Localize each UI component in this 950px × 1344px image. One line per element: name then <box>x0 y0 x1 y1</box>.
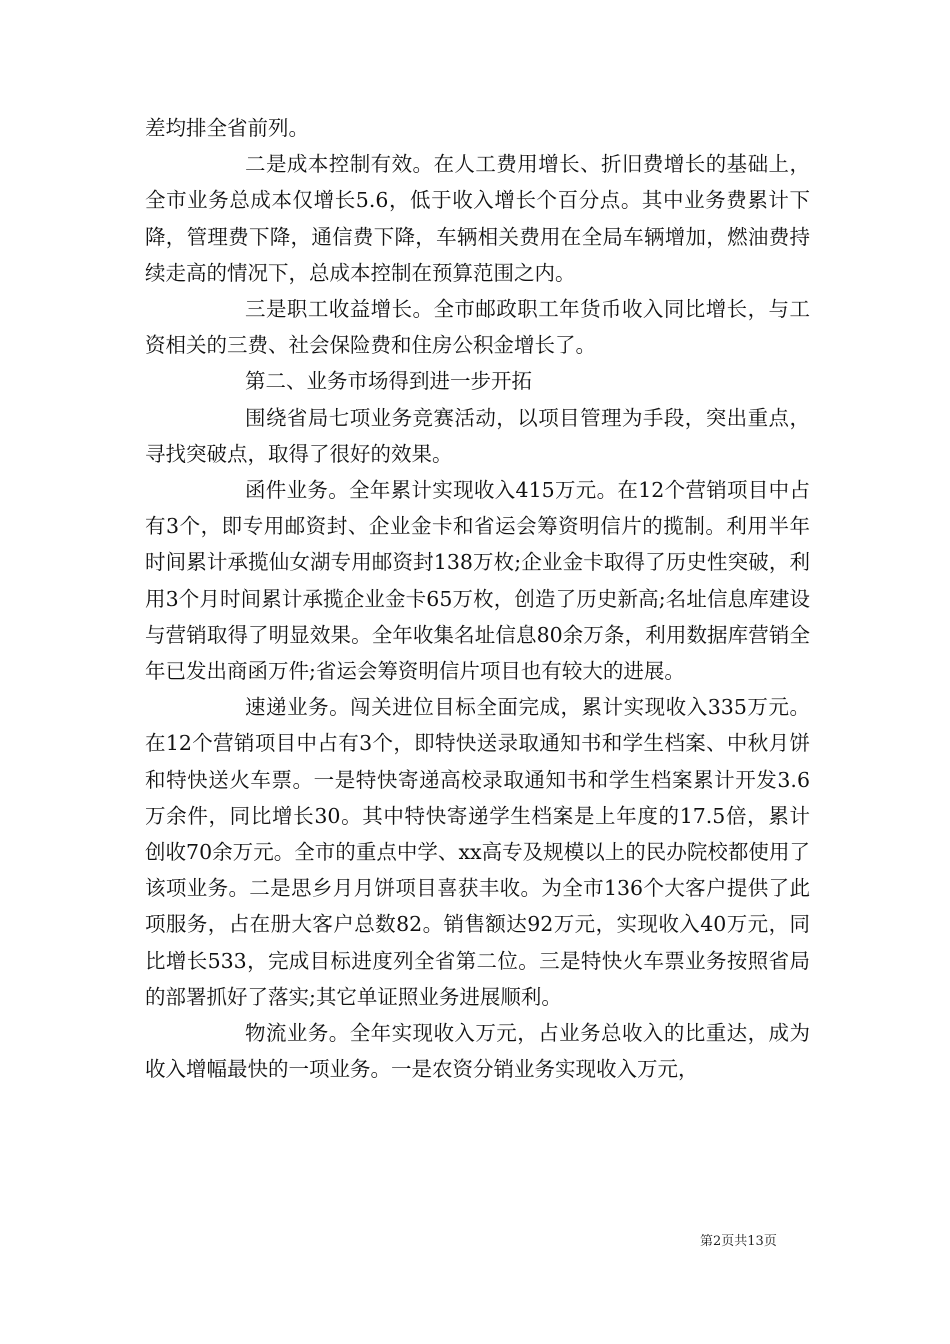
paragraph-letter-business: 函件业务。全年累计实现收入415万元。在12个营销项目中占有3个，即专用邮资封、企业金卡和省运会筹资明信片的揽制。利用半年时间累计承揽仙女湖专用邮资封138万枚;企业金卡取得了历史性突破，利用3个月时间累计承揽企业金卡65万枚，创造了历史新高;名址信息库建设与营销取得了明显效果。全年收集名址信息80余万条，利用数据库营销全年已发出商函万件;省运会筹资明信片项目也有较大的进展。 <box>145 478 810 684</box>
paragraph-competition: 围绕省局七项业务竞赛活动，以项目管理为手段，突出重点，寻找突破点，取得了很好的效果。 <box>145 405 810 466</box>
document-body <box>145 110 810 1087</box>
paragraph-staff-income: 三是职工收益增长。全市邮政职工年货币收入同比增长，与工资相关的三费、社会保险费和住房公积金增长了。 <box>145 297 810 358</box>
page-number-footer: 第2页共13页 <box>700 1234 777 1249</box>
section-heading-market: 第二、业务市场得到进一步开拓 <box>245 369 532 394</box>
paragraph-express-business: 速递业务。闯关进位目标全面完成，累计实现收入335万元。在12个营销项目中占有3个，即特快送录取通知书和学生档案、中秋月饼和特快送火车票。一是特快寄递高校录取通知书和学生档案累计开发3.6万余件，同比增长30。其中特快寄递学生档案是上年度的17.5倍，累计创收70余万元。全市的重点中学、xx高专及规模以上的民办院校都使用了该项业务。二是思乡月月饼项目喜获丰收。为全市136个大客户提供了此项服务，占在册大客户总数82。销售额达92万元，实现收入40万元，同比增长533，完成目标进度列全省第二位。三是特快火车票业务按照省局的部署抓好了落实;其它单证照业务进展顺利。 <box>145 695 810 1009</box>
paragraph-continued: 差均排全省前列。 <box>145 116 309 140</box>
paragraph-logistics-business: 物流业务。全年实现收入万元，占业务总收入的比重达，成为收入增幅最快的一项业务。一是农资分销业务实现收入万元， <box>145 1021 810 1082</box>
paragraph-cost-control: 二是成本控制有效。在人工费用增长、折旧费增长的基础上，全市业务总成本仅增长5.6，低于收入增长个百分点。其中业务费累计下降，管理费下降，通信费下降，车辆相关费用在全局车辆增加，燃油费持续走高的情况下，总成本控制在预算范围之内。 <box>145 152 810 285</box>
